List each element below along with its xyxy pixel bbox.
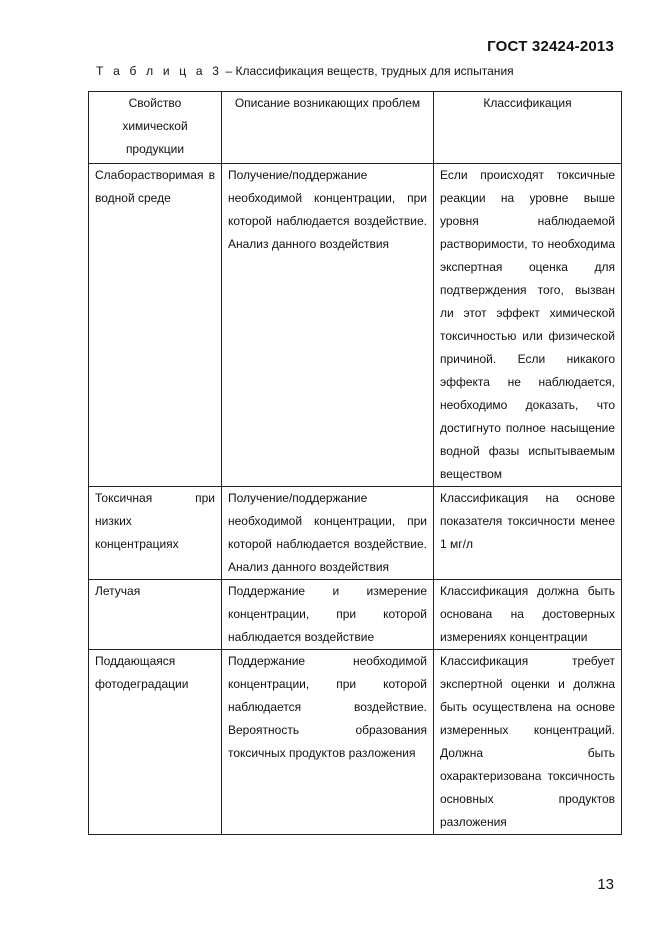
cell-property: Слаборастворимая в водной среде xyxy=(89,164,222,487)
table-caption-title: – Классификация веществ, трудных для испытания xyxy=(222,64,514,78)
cell-classification: Если происходят токсичные реакции на уровне выше уровня наблюдаемой растворимости, то необходима экспертная оценка для подтверждения того, вызван ли этот эффект химической токсичностью или физической причиной. Если никакого эффекта не наблюдается, необходимо доказать, что достигнуто полное насыщение водной фазы испытываемым веществом xyxy=(434,164,622,487)
cell-problem: Поддержание необходимой концентрации, при которой наблюдается воздействие. Вероятность образования токсичных продуктов разложения xyxy=(222,650,434,835)
header-classification: Классификация xyxy=(434,92,622,164)
classification-table xyxy=(88,91,622,835)
header-problem: Описание возникающих проблем xyxy=(222,92,434,164)
table-caption xyxy=(96,64,514,78)
table-caption-label: Т а б л и ц а 3 xyxy=(96,64,223,78)
cell-problem: Получение/поддержание необходимой концентрации, при которой наблюдается воздействие. Анализ данного воздействия xyxy=(222,487,434,580)
table-row xyxy=(89,650,622,835)
cell-problem: Поддержание и измерение концентрации, при которой наблюдается воздействие xyxy=(222,580,434,650)
cell-problem: Получение/поддержание необходимой концентрации, при которой наблюдается воздействие. Анализ данного воздействия xyxy=(222,164,434,487)
cell-classification: Классификация на основе показателя токсичности менее 1 мг/л xyxy=(434,487,622,580)
cell-classification: Классификация требует экспертной оценки и должна быть осуществлена на основе измеренных концентраций. Должна быть охарактеризована токсичность основных продуктов разложения xyxy=(434,650,622,835)
table-row xyxy=(89,580,622,650)
table-row xyxy=(89,487,622,580)
page-number: 13 xyxy=(597,876,614,893)
cell-property: Летучая xyxy=(89,580,222,650)
cell-property: Токсичная при низких концентрациях xyxy=(89,487,222,580)
header-property: Свойство химической продукции xyxy=(89,92,222,164)
table-row xyxy=(89,164,622,487)
table-header-row xyxy=(89,92,622,164)
document-code: ГОСТ 32424-2013 xyxy=(487,38,614,55)
cell-property: Поддающаяся фотодеградации xyxy=(89,650,222,835)
cell-classification: Классификация должна быть основана на достоверных измерениях концентрации xyxy=(434,580,622,650)
